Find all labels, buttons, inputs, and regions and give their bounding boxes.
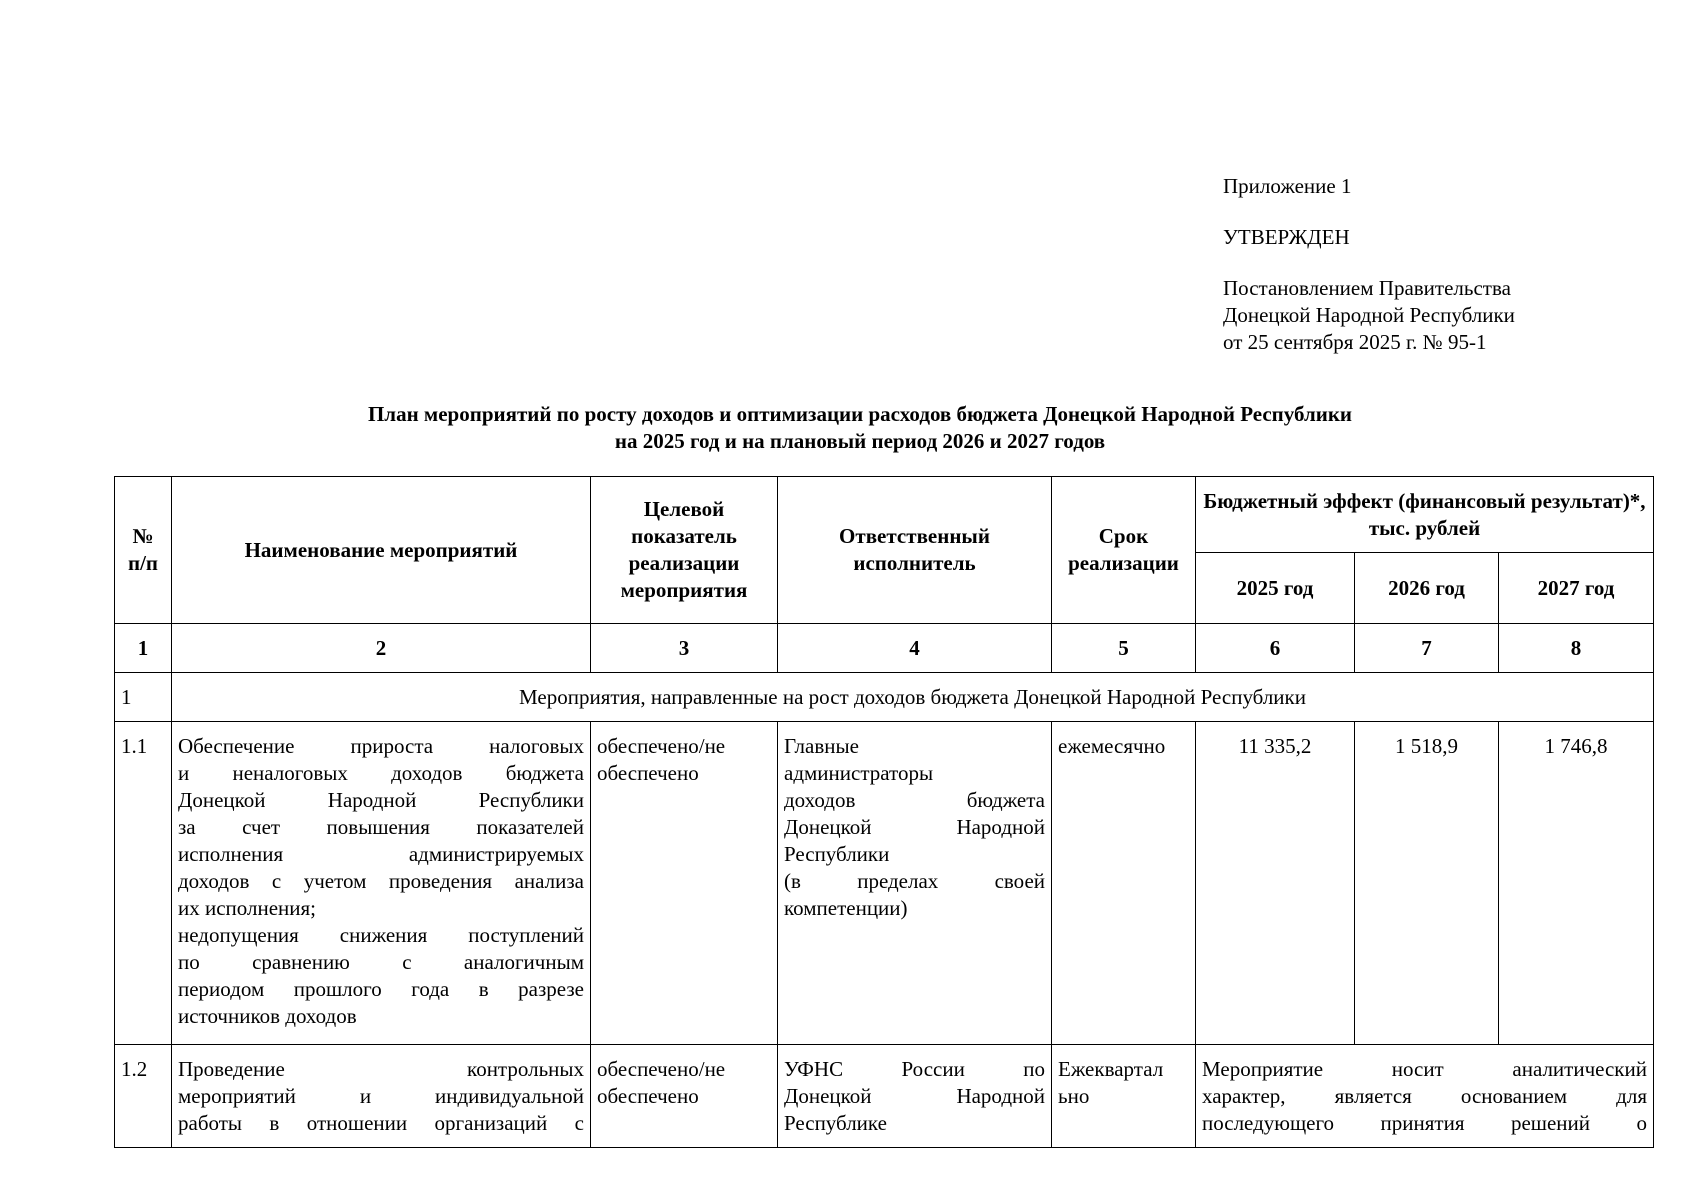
header-budget-effect: Бюджетный эффект (финансовый результат)*, тыс. рублей [1196,477,1654,553]
appendix-label: Приложение 1 [1223,174,1352,198]
row-executor-line: доходов бюджета [784,788,1045,812]
header-year-2026: 2026 год [1355,553,1499,624]
document-title-line-2: на 2025 год и на плановый период 2026 и 2027 годов [614,429,1106,453]
row-value-2026: 1 518,9 [1355,722,1499,1045]
row-name-line: исполнения администрируемых [178,842,584,866]
row-value-2027: 1 746,8 [1499,722,1654,1045]
header-term: Срок реализации [1052,477,1196,624]
row-term [1052,1045,1196,1148]
row-executor-line: Республике [784,1111,887,1135]
column-number: 8 [1499,624,1654,673]
row-name-line: Донецкой Народной Республики [178,788,584,812]
row-name-line: и неналоговых доходов бюджета [178,761,584,785]
column-number: 6 [1196,624,1355,673]
row-name-line: их исполнения; [178,896,317,920]
document-title-line-1: План мероприятий по росту доходов и оптимизации расходов бюджета Донецкой Народной Республики [367,402,1353,426]
decree-line-2: Донецкой Народной Республики [1223,303,1515,327]
row-term-line: ьно [1058,1084,1090,1108]
row-executor-line: Республики [784,842,890,866]
approved-label: УТВЕРЖДЕН [1223,225,1350,249]
row-indicator: обеспечено/не обеспечено [591,722,778,1045]
header-executor: Ответственный исполнитель [778,477,1052,624]
row-executor [778,722,1052,1045]
column-number: 1 [115,624,172,673]
row-number: 1.2 [115,1045,172,1148]
decree-line-3: от 25 сентября 2025 г. № 95-1 [1223,330,1487,354]
header-row-1 [115,477,1654,553]
table-row [115,1045,1654,1148]
approval-block [1223,173,1663,356]
table-row [115,722,1654,1045]
row-name-line: Обеспечение прироста налоговых [178,734,584,758]
document-title [160,401,1560,455]
row-name-line: периодом прошлого года в разрезе [178,977,584,1001]
row-name [172,722,591,1045]
column-number: 2 [172,624,591,673]
column-number: 5 [1052,624,1196,673]
row-name-line: мероприятий и индивидуальной [178,1084,584,1108]
row-executor [778,1045,1052,1148]
row-executor-line: УФНС России по [784,1057,1045,1081]
header-year-2027: 2027 год [1499,553,1654,624]
row-executor-line: администраторы [784,761,934,785]
row-name-line: за счет повышения показателей [178,815,584,839]
header-year-2025: 2025 год [1196,553,1355,624]
header-indicator: Целевой показатель реализации мероприятия [591,477,778,624]
row-executor-line: Донецкой Народной [784,1084,1045,1108]
plan-table [114,476,1654,1148]
row-term: ежемесячно [1052,722,1196,1045]
column-number: 7 [1355,624,1499,673]
row-executor-line: (в пределах своей [784,869,1045,893]
row-value-2025: 11 335,2 [1196,722,1355,1045]
row-name-line: недопущения снижения поступлений [178,923,584,947]
row-name-line: Проведение контрольных [178,1057,584,1081]
row-executor-line: Главные [784,734,859,758]
row-executor-line: Донецкой Народной [784,815,1045,839]
header-num: № п/п [115,477,172,624]
row-name-line: источников доходов [178,1004,357,1028]
section-row [115,673,1654,722]
row-name-line: по сравнению с аналогичным [178,950,584,974]
column-numbers-row [115,624,1654,673]
column-number: 3 [591,624,778,673]
row-executor-line: компетенции) [784,896,908,920]
row-effect-line: характер, является основанием для [1202,1084,1647,1108]
row-effect-line: последующего принятия решений о [1202,1111,1647,1135]
row-name-line: доходов с учетом проведения анализа [178,869,584,893]
row-name [172,1045,591,1148]
row-term-line: Ежеквартал [1058,1057,1164,1081]
row-name-line: работы в отношении организаций с [178,1111,584,1135]
row-number: 1.1 [115,722,172,1045]
column-number: 4 [778,624,1052,673]
row-effect-line: Мероприятие носит аналитический [1202,1057,1647,1081]
row-budget-effect-note [1196,1045,1654,1148]
section-number: 1 [115,673,172,722]
header-name: Наименование мероприятий [172,477,591,624]
section-title: Мероприятия, направленные на рост доходов бюджета Донецкой Народной Республики [172,673,1654,722]
row-indicator: обеспечено/не обеспечено [591,1045,778,1148]
decree-line-1: Постановлением Правительства [1223,276,1511,300]
